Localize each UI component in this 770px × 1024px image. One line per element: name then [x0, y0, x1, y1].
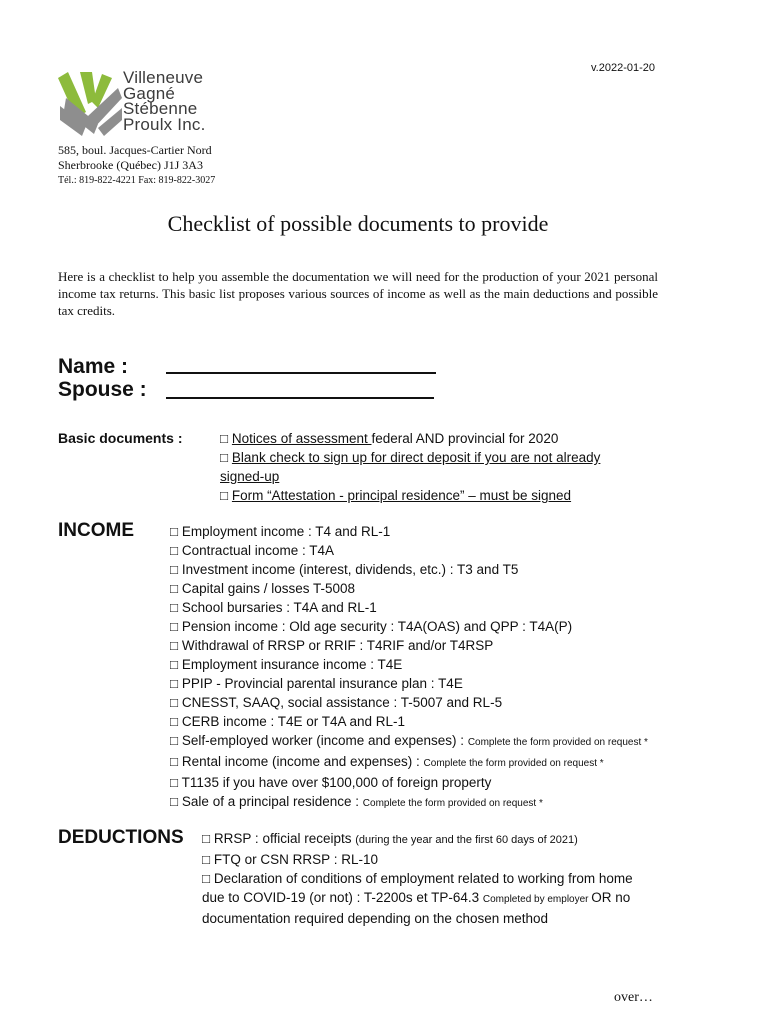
- list-item[interactable]: [170, 693, 648, 712]
- item-text: Declaration of conditions of employment related to working from home: [213, 871, 633, 886]
- list-item[interactable]: [170, 731, 648, 752]
- list-item[interactable]: [202, 850, 633, 869]
- checkbox-icon[interactable]: □: [170, 600, 179, 615]
- address-line: Sherbrooke (Québec) J1J 3A3: [58, 158, 203, 172]
- deductions-list: [202, 829, 633, 928]
- item-text: Employment income : T4 and RL-1: [181, 524, 391, 539]
- item-text: PPIP - Provincial parental insurance plan : T4E: [181, 676, 463, 691]
- spouse-field-line[interactable]: [166, 397, 434, 399]
- checkbox-icon[interactable]: □: [170, 619, 179, 634]
- basic-documents-label: Basic documents :: [58, 430, 183, 446]
- item-text: due to COVID-19 (or not) : T-2200s et TP-64.3: [202, 890, 483, 905]
- item-text: documentation required depending on the chosen method: [202, 911, 549, 926]
- list-item[interactable]: [220, 448, 600, 467]
- item-note: Complete the form provided on request *: [423, 758, 604, 769]
- checkbox-icon[interactable]: □: [170, 733, 179, 748]
- logo-mark: [58, 72, 122, 136]
- item-text: Capital gains / losses T-5008: [181, 581, 356, 596]
- checkbox-icon[interactable]: □: [220, 431, 229, 446]
- list-item[interactable]: [170, 636, 648, 655]
- checkbox-icon[interactable]: □: [202, 871, 211, 886]
- list-item[interactable]: [170, 752, 648, 773]
- item-text: CERB income : T4E or T4A and RL-1: [181, 714, 406, 729]
- item-underlined: Blank check to sign up for direct deposit if you are not already: [231, 450, 601, 465]
- checkbox-icon[interactable]: □: [170, 657, 179, 672]
- checkbox-icon[interactable]: □: [170, 754, 179, 769]
- item-text: Withdrawal of RRSP or RRIF : T4RIF and/or T4RSP: [181, 638, 494, 653]
- spouse-label: Spouse :: [58, 378, 147, 401]
- item-text: Investment income (interest, dividends, etc.) : T3 and T5: [181, 562, 519, 577]
- list-item[interactable]: [170, 655, 648, 674]
- checkbox-icon[interactable]: □: [202, 831, 211, 846]
- item-note: Complete the form provided on request *: [362, 798, 543, 809]
- firm-name-line: Proulx Inc.: [123, 114, 206, 134]
- item-underlined: Form “Attestation - principal residence” – must be signed: [231, 488, 572, 503]
- list-item[interactable]: [170, 773, 648, 792]
- list-item: [202, 888, 633, 909]
- list-item[interactable]: [170, 598, 648, 617]
- checkbox-icon[interactable]: □: [170, 524, 179, 539]
- firm-name-line: Gagné: [123, 83, 176, 103]
- item-text: RRSP : official receipts: [213, 831, 356, 846]
- checkbox-icon[interactable]: □: [170, 695, 179, 710]
- deductions-label: DEDUCTIONS: [58, 827, 184, 848]
- checkbox-icon[interactable]: □: [170, 562, 179, 577]
- checkbox-icon[interactable]: □: [170, 794, 179, 809]
- page-title: Checklist of possible documents to provide: [167, 211, 549, 236]
- list-item[interactable]: [220, 486, 600, 505]
- list-item[interactable]: [170, 560, 648, 579]
- checkbox-icon[interactable]: □: [202, 852, 211, 867]
- item-note: (during the year and the first 60 days of 2021): [355, 834, 578, 846]
- checkbox-icon[interactable]: □: [170, 775, 179, 790]
- item-text: T1135 if you have over $100,000 of foreign property: [181, 775, 492, 790]
- item-note: Complete the form provided on request *: [467, 737, 648, 748]
- phone-fax: Tél.: 819-822-4221 Fax: 819-822-3027: [58, 175, 216, 186]
- item-text: School bursaries : T4A and RL-1: [181, 600, 377, 615]
- page-continues-label: over…: [614, 990, 653, 1005]
- list-item: [220, 467, 600, 486]
- checkbox-icon[interactable]: □: [170, 543, 179, 558]
- checkbox-icon[interactable]: □: [220, 488, 229, 503]
- checkbox-icon[interactable]: □: [170, 714, 179, 729]
- item-text: Sale of a principal residence :: [181, 794, 363, 809]
- list-item[interactable]: [170, 522, 648, 541]
- checkbox-icon[interactable]: □: [170, 581, 179, 596]
- item-text: Pension income : Old age security : T4A(OAS) and QPP : T4A(P): [181, 619, 573, 634]
- item-text: Self-employed worker (income and expenses) :: [181, 733, 468, 748]
- name-label: Name :: [58, 355, 129, 378]
- list-item[interactable]: [170, 792, 648, 813]
- income-list: [170, 522, 648, 813]
- basic-documents-list: [220, 429, 600, 505]
- list-item[interactable]: [220, 429, 600, 448]
- name-field-line[interactable]: [166, 372, 436, 374]
- intro-paragraph: Here is a checklist to help you assemble the documentation we will need for the production of your 2021 personal income tax returns. This basic list proposes various sources of income as well as the main deductions and possible tax credits.: [58, 269, 658, 318]
- item-text: Rental income (income and expenses) :: [181, 754, 424, 769]
- item-text: Employment insurance income : T4E: [181, 657, 403, 672]
- item-underlined: signed-up: [220, 469, 280, 484]
- item-underlined: Notices of assessment: [231, 431, 372, 446]
- income-label: INCOME: [58, 520, 134, 541]
- list-item[interactable]: [170, 617, 648, 636]
- item-note: Completed by employer: [482, 894, 592, 905]
- item-text: FTQ or CSN RRSP : RL-10: [213, 852, 378, 867]
- firm-name: [123, 70, 206, 132]
- address-line: 585, boul. Jacques-Cartier Nord: [58, 143, 212, 157]
- checkbox-icon[interactable]: □: [170, 638, 179, 653]
- list-item[interactable]: [170, 541, 648, 560]
- list-item[interactable]: [202, 829, 633, 850]
- list-item[interactable]: [202, 869, 633, 888]
- firm-name-line: Stébenne: [123, 99, 198, 118]
- version-label: v.2022-01-20: [590, 62, 655, 74]
- list-item[interactable]: [170, 579, 648, 598]
- list-item: [202, 909, 633, 928]
- item-tail: OR no: [591, 890, 631, 905]
- firm-address: [58, 143, 215, 188]
- item-text: federal AND provincial for 2020: [371, 431, 559, 446]
- item-text: CNESST, SAAQ, social assistance : T-5007 and RL-5: [181, 695, 503, 710]
- list-item[interactable]: [170, 674, 648, 693]
- checkbox-icon[interactable]: □: [220, 450, 229, 465]
- firm-name-line: Villeneuve: [123, 68, 204, 87]
- checkbox-icon[interactable]: □: [170, 676, 179, 691]
- list-item[interactable]: [170, 712, 648, 731]
- item-text: Contractual income : T4A: [181, 543, 334, 558]
